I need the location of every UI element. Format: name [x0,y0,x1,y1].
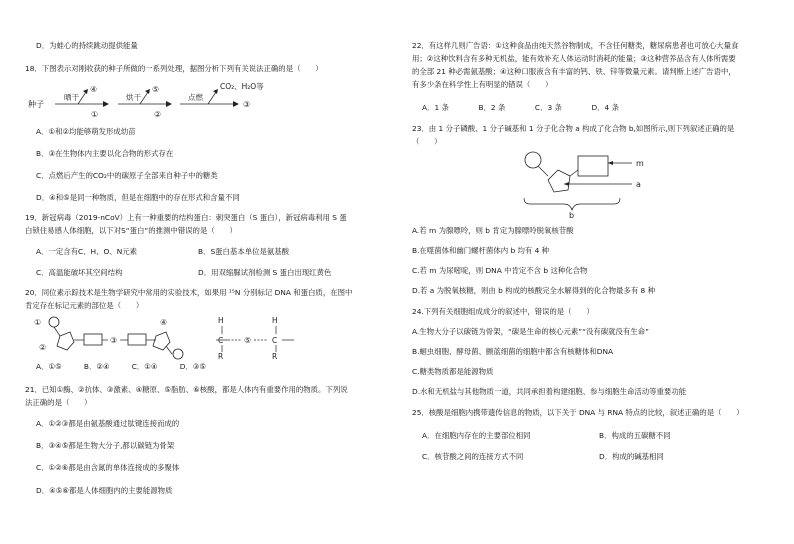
q20-figure [32,312,362,360]
q25-option-d: D．构成的碱基相同 [599,452,664,461]
q20-phosphate-2 [173,349,183,359]
q18-branch-3 [208,92,216,104]
q20-options: A．①⑤ B．②④ C．①④ D．③⑤ [36,362,207,371]
q20-base-1 [84,334,102,345]
q21-stem-line1: 21．已知①酶、②抗体、③激素、④糖原、⑤脂肪、⑥核酸，都是人体内有重要作用的物质。下列说 [25,385,348,394]
q23-m-label: m [636,159,644,168]
q18-stem: 18．下图表示对刚收获的种子所做的一系列处理，据图分析下列有关说法正确的是（ ） [25,64,323,73]
q20-num1: ① [34,318,42,327]
q23-option-d: D.若 a 为脱氧核糖，则由 b 构成的核酸完全水解得到的化合物最多有 8 种 [412,286,655,295]
q23-stem-line1: 23．由 1 分子磷酸、1 分子碱基和 1 分子化合物 a 构成了化合物 b,如图所示,则下列叙述正确的是 [412,124,735,133]
q23-option-a: A.若 m 为腺嘌呤，则 b 肯定为腺嘌呤脱氧核苷酸 [412,226,574,235]
q21-option-d: D．④⑤⑥都是人体细胞内的主要能源物质 [36,486,173,495]
left-column [8,0,388,544]
q21-stem-line2: 法正确的是（ ） [25,398,92,407]
q20-num2: ② [39,343,47,352]
q20-h1: H [218,316,224,325]
q23-option-b: B.在噬菌体和幽门螺杆菌体内 b 均有 4 种 [412,246,550,255]
q20-r1: R [218,352,224,360]
q19-option-c: C．高温能破坏其空间结构 [36,268,123,277]
q19-option-a: A．一定含有C、H、O、N元素 [36,247,138,256]
q23-figure [520,150,650,220]
q25-stem: 25．核酸是细胞内携带遗传信息的物质，以下关于 DNA 与 RNA 特点的比较，叙述正确的是（ ） [412,408,744,417]
q18-num3: ③ [243,100,251,109]
q20-c2: C [272,336,278,345]
q22-stem-line1: 22．有这样几则广告语：①这种食品由纯天然谷物制成，不含任何糖类，糖尿病患者也可放心大量食 [412,41,739,50]
q18-option-d: D．④和⑤是同一种物质，但是在细胞中的存在形式和含量不同 [36,193,240,202]
q24-option-a: A.生物大分子以碳链为骨架，“碳是生命的核心元素”“没有碳就没有生命” [412,327,649,336]
q23-a-label: a [636,180,641,189]
q18-seed-label: 种子 [28,100,44,109]
q23-b-label: b [569,211,575,220]
q23-base [578,156,608,176]
q18-option-a: A．①和②均能够萌发形成幼苗 [36,127,136,136]
q23-pentose [548,170,570,192]
q18-branch-1 [78,92,86,104]
q25-option-c: C．核苷酸之间的连接方式不同 [422,452,524,461]
q20-stem-line1: 20．同位素示踪技术是生物学研究中常用的实验技术，如果用 ¹⁵N 分别标记 DNA 和蛋白质，在图中 [25,288,353,297]
q20-num5: ⑤ [244,336,252,345]
q17-option-d: D．为蛙心的持续跳动提供能量 [36,41,138,50]
q22-stem-line3: 的全部 21 种必需氨基酸；④这种口服液含有丰富的钙、铁、锌等微量元素。请判断上述广告语中， [412,67,736,76]
q18-figure [28,78,328,118]
q18-branch-2 [140,92,148,104]
q21-option-b: B．③④⑤都是生物大分子,都以碳链为骨架 [36,441,175,450]
right-column [405,0,785,544]
q18-gas-label: CO₂、H₂O等 [220,82,264,91]
q18-arrowhead-2 [166,101,172,107]
q18-num1: ① [91,110,99,118]
q18-arrowhead-1 [103,101,109,107]
q20-h2: H [272,316,278,325]
q22-stem-line4: 有多少条在科学性上有明显的错误（ ） [412,80,553,89]
q23-brace [524,198,620,210]
q20-num3: ③ [110,336,118,345]
q18-burn-label: 点燃 [188,93,203,102]
q20-num4: ④ [160,318,168,327]
q23-stem-line2: （ ） [412,137,442,146]
q24-option-d: D.水和无机盐与其他物质一道，共同承担着构建细胞、参与细胞生命活动等重要功能 [412,387,687,396]
q23-phosphate [525,152,541,168]
q20-r2: R [272,352,278,360]
q25-option-b: B．构成的五碳糖不同 [599,431,671,440]
q20-sugar-2 [153,332,170,350]
q21-option-c: C．①②⑥都是由含氮的单体连接成的多聚体 [36,463,180,472]
q18-option-b: B．③在生物体内主要以化合物的形式存在 [36,149,174,158]
q19-option-d: D．用双缩脲试剂检测 S 蛋白出现红黄色 [198,268,332,277]
q18-bake-label: 烘干 [126,93,141,102]
q20-phosphate-1 [49,317,59,327]
q25-option-a: A．在细胞内存在的主要部位相同 [422,431,531,440]
q18-num2: ② [154,110,162,118]
q20-base-2 [128,334,146,345]
q18-sun-label: 晒干 [64,93,79,102]
q18-num4: ④ [90,85,98,94]
q21-option-a: A．①②③都是由氨基酸通过肽键连接而成的 [36,419,180,428]
q24-option-b: B.蛔虫细胞、酵母菌、颤蓝细菌的细胞中都含有核糖体和DNA [412,347,614,356]
q18-option-c: C．点燃后产生的CO₂中的碳原子全部来自种子中的糖类 [36,171,218,180]
q20-c1: C [218,336,224,345]
q20-stem-line2: 肯定存在标记元素的部位是（ ） [25,301,144,310]
q19-option-b: B．S蛋白基本单位是氨基酸 [198,247,290,256]
q24-option-c: C.糖类物质都是能源物质 [412,367,494,376]
q19-stem-line2: 白锁住易感人体细胞，以下对S“蛋白”的推测中错误的是（ ） [25,226,237,235]
q22-stem-line2: 用；②这种饮料含有多种无机盐，能有效补充人体运动时消耗的能量；③这种营养品含有人体所需要 [412,54,736,63]
q19-stem-line1: 19．新冠病毒（2019-nCoV）上有一种重要的结构蛋白：刺突蛋白（S 蛋白），新冠病毒利用 S 蛋 [25,213,347,222]
q24-stem: 24.下列有关细胞组成成分的叙述中，错误的是（ ） [412,307,594,316]
q22-options: A．1 条 B．2 条 C．3 条 D．4 条 [422,103,619,112]
q23-option-c: C.若 m 为尿嘧啶，则 DNA 中肯定不含 b 这种化合物 [412,266,588,275]
q18-num5: ⑤ [152,85,160,94]
q18-arrowhead-3 [233,101,239,107]
